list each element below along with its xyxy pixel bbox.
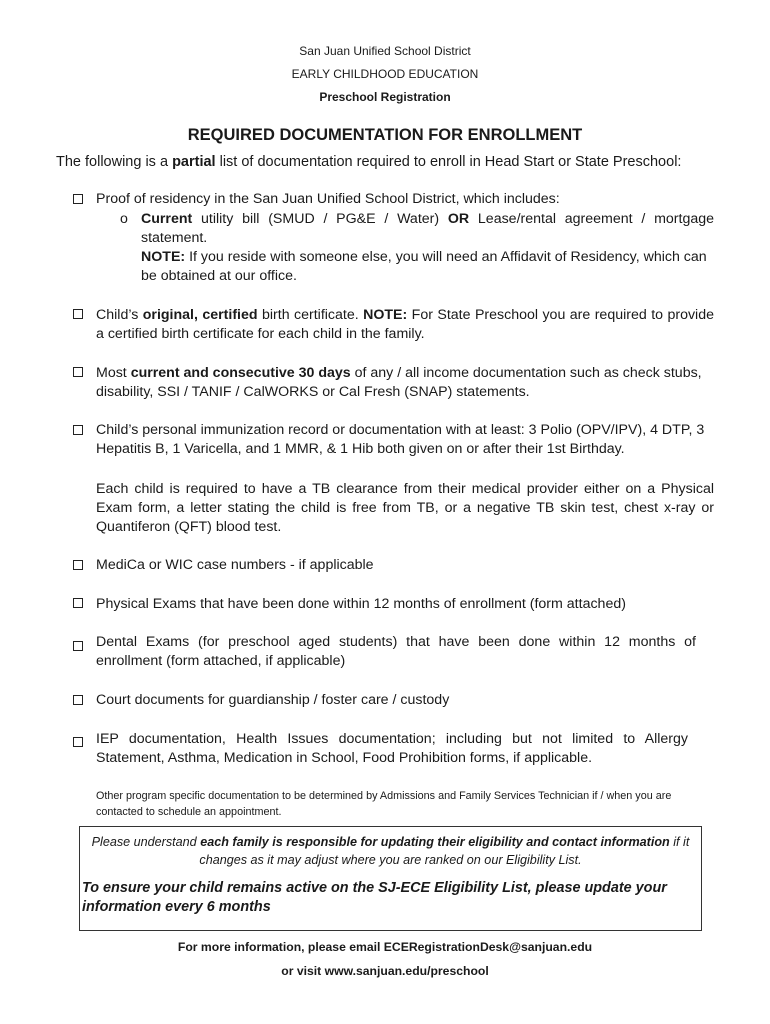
callout-responsibility-text: Please understand each family is responsible for updating their eligibility and contact information if it changes as it may adjust where you are ranked on our Eligibility List. bbox=[91, 835, 690, 867]
income-text: Most current and consecutive 30 days of any / all income documentation such as check stubs, disability, SSI / TANIF / CalWORKS or Cal Fresh (SNAP) statements. bbox=[96, 365, 702, 400]
immunization-text: Child’s personal immunization record or documentation with at least: 3 Polio (OPV/IPV), 4 DTP, 3 Hepatitis B, 1 Varicella, and 1 MMR, & 1 Hib both given on or after their 1st Birthday. bbox=[96, 422, 705, 457]
form-name: Preschool Registration bbox=[319, 90, 451, 104]
residency-checkbox[interactable] bbox=[73, 194, 83, 204]
intro-text: The following is a partial list of documentation required to enroll in Head Start or State Preschool: bbox=[56, 154, 682, 170]
medical-wic-checkbox[interactable] bbox=[73, 560, 83, 570]
page-title: REQUIRED DOCUMENTATION FOR ENROLLMENT bbox=[187, 126, 583, 144]
department-name: EARLY CHILDHOOD EDUCATION bbox=[291, 67, 479, 81]
iep-checkbox[interactable] bbox=[73, 737, 83, 747]
bullet-marker: o bbox=[120, 211, 128, 227]
court-documents-checkbox[interactable] bbox=[73, 695, 83, 705]
dental-exam-text: Dental Exams (for preschool aged students) that have been done within 12 months of enrollment (form attached, if applicable) bbox=[96, 634, 696, 669]
court-documents-text: Court documents for guardianship / foster care / custody bbox=[96, 692, 450, 708]
birth-certificate-text: Child’s original, certified birth certificate. NOTE: For State Preschool you are required to provide a certified birth certificate for each child in the family. bbox=[96, 307, 714, 342]
callout-update-text: To ensure your child remains active on the SJ-ECE Eligibility List, please update your information every 6 months bbox=[82, 880, 667, 915]
tb-clearance-text: Each child is required to have a TB clearance from their medical provider either on a Physical Exam form, a letter stating the child is free from TB, or a negative TB skin test, chest x-ray or Quantiferon (QFT) blood test. bbox=[96, 481, 714, 535]
footer-email: For more information, please email ECERegistrationDesk@sanjuan.edu bbox=[177, 940, 593, 954]
physical-exam-text: Physical Exams that have been done within 12 months of enrollment (form attached) bbox=[96, 596, 626, 612]
iep-text: IEP documentation, Health Issues documentation; including but not limited to Allergy Statement, Asthma, Medication in School, Food Prohibition forms, if applicable. bbox=[96, 731, 688, 766]
immunization-checkbox[interactable] bbox=[73, 425, 83, 435]
medical-wic-text: MediCa or WIC case numbers - if applicable bbox=[96, 557, 374, 573]
residency-utility-text: Current utility bill (SMUD / PG&E / Water) OR Lease/rental agreement / mortgage statement. bbox=[141, 211, 715, 246]
footer-website: or visit www.sanjuan.edu/preschool bbox=[281, 964, 489, 978]
birth-certificate-checkbox[interactable] bbox=[73, 309, 83, 319]
residency-text: Proof of residency in the San Juan Unified School District, which includes: bbox=[96, 191, 560, 207]
eligibility-callout bbox=[79, 826, 702, 931]
physical-exam-checkbox[interactable] bbox=[73, 598, 83, 608]
dental-exam-checkbox[interactable] bbox=[73, 641, 83, 651]
residency-note: NOTE: If you reside with someone else, you will need an Affidavit of Residency, which can be obtained at our office. bbox=[141, 249, 707, 284]
district-name: San Juan Unified School District bbox=[299, 44, 471, 58]
other-documentation-note: Other program specific documentation to be determined by Admissions and Family Services Technician if / when you are contacted to schedule an appointment. bbox=[96, 790, 672, 818]
income-checkbox[interactable] bbox=[73, 367, 83, 377]
